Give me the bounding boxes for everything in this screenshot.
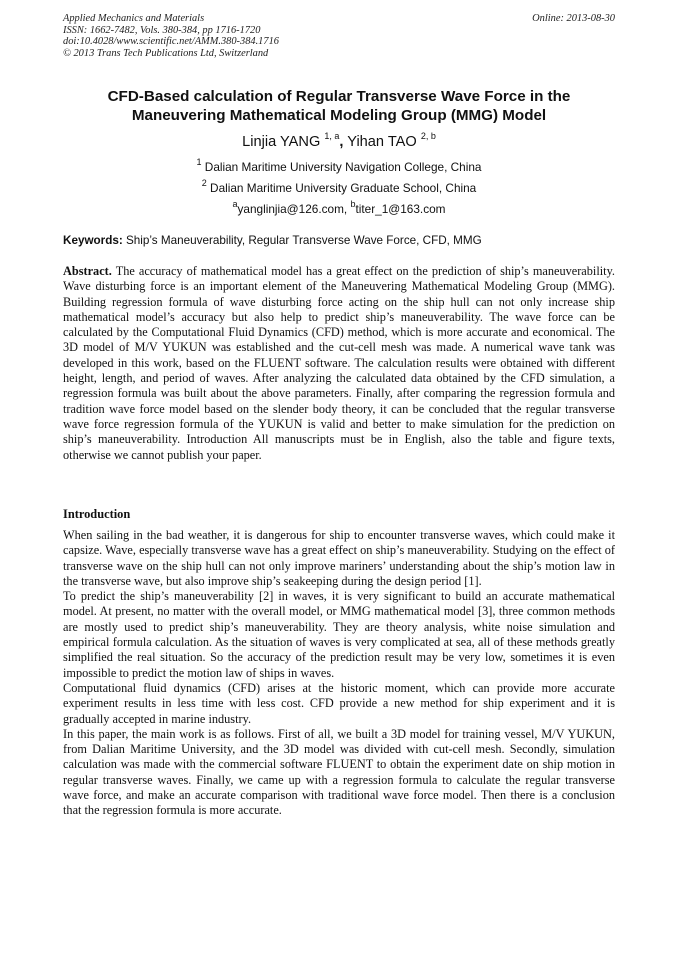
- affiliation-1: [40, 156, 638, 174]
- intro-paragraph: Computational fluid dynamics (CFD) arises at the historic moment, which can provide more accurate experiment results in less time with less cost. CFD provide a new method for ship experiment and it is gradually accepted in marine industry.: [63, 680, 615, 726]
- author-separator: ,: [339, 133, 344, 150]
- abstract-text: The accuracy of mathematical model has a great effect on the prediction of ship’s maneuverability. Wave disturbing force is an important element of the Maneuvering Mathematical Modeling Group (MMG). Building regression formula of wave disturbing force acting on the ship hull can not only increase ship mathematical model’s accuracy but also help to predict ship’s maneuverability. The wave force can be calculated by the Computational Fluid Dynamics (CFD) method, which is more accurate and economical. The 3D model of M/V YUKUN was established and the cut-cell mesh was made. A numerical wave tank was developed in this work, based on the FLUENT software. The calculation results were obtained with different height, length, and period of waves. After analyzing the calculated data obtained by the CFD simulation, a regression formula was built about the above parameters. Finally, after comparing the regression formula and tradition wave force model based on the slender body theory, it can be concluded that the regular transverse wave force regression formula of the YUKUN is valid and better to make simulation for the prediction on ship’s maneuverability. Introduction All manuscripts must be in English, also the table and figure texts, otherwise we cannot publish your paper.: [63, 264, 615, 462]
- author-1-affiliation: 1, a: [324, 131, 340, 141]
- online-date: Online: 2013-08-30: [532, 13, 615, 24]
- copyright-line: © 2013 Trans Tech Publications Ltd, Switzerland: [63, 47, 269, 59]
- affiliation-1-number: 1: [196, 157, 202, 167]
- title-line-1: CFD-Based calculation of Regular Transverse Wave Force in the: [107, 88, 571, 105]
- email-line: [40, 198, 638, 216]
- abstract: [63, 264, 615, 463]
- intro-paragraph: In this paper, the main work is as follows. First of all, we built a 3D model for training vessel, M/V YUKUN, from Dalian Maritime University, and the 3D model was divided with cut-cell mesh. Secondly, simulation calculation was made with the commercial software FLUENT to obtain the experiment date on ship motion in regular transverse waves. Finally, we came up with a regression formula to calculate the regular transverse wave force, and make an accurate comparison with traditional wave force model. Then there is a conclusion that the regression formula is more accurate.: [63, 726, 615, 818]
- abstract-label: Abstract.: [63, 264, 112, 278]
- intro-paragraph: To predict the ship’s maneuverability [2] in waves, it is very significant to build an accurate mathematical model. At present, no matter with the overall model, or MMG mathematical model [3], three common methods are mostly used to predict ship’s maneuverability. They are theory analysis, white noise simulation and empirical formula calculation. As the situation of waves is very complicated at sea, all of these methods greatly simplified the real situation. So the accuracy of the prediction result may be very low, sometimes it is even impossible to predict the motion law of ships in waves.: [63, 589, 615, 680]
- introduction-body: [63, 528, 615, 819]
- doi-line: doi:10.4028/www.scientific.net/AMM.380-384.1716: [63, 36, 279, 48]
- author-2: Yihan TAO: [347, 133, 417, 150]
- email-b-marker: b: [350, 199, 356, 209]
- affiliation-2: [40, 177, 638, 195]
- keywords: [63, 234, 615, 248]
- author-1: Linjia YANG: [242, 133, 321, 150]
- issn-line: ISSN: 1662-7482, Vols. 380-384, pp 1716-1720: [63, 24, 261, 36]
- journal-name: Applied Mechanics and Materials: [63, 13, 205, 24]
- keywords-label: Keywords:: [63, 234, 123, 247]
- email-a: yanglinjia@126.com,: [237, 201, 348, 216]
- affiliation-2-number: 2: [201, 178, 207, 188]
- keywords-text: Ship’s Maneuverability, Regular Transverse Wave Force, CFD, MMG: [126, 234, 482, 247]
- paper-title: [40, 88, 638, 125]
- intro-paragraph: When sailing in the bad weather, it is dangerous for ship to encounter transverse waves, which could make it capsize. Wave, especially transverse wave has a great effect on ship’s maneuverability. Studying on the effect of transverse wave on the ship hull can not only improve mariners’ understanding about the ship’s motion law in the transverse wave, but also improve ship’s seakeeping during the design period [1].: [63, 528, 615, 588]
- title-line-2: Maneuvering Mathematical Modeling Group (MMG) Model: [131, 106, 547, 124]
- affiliation-1-text: Dalian Maritime University Navigation College, China: [204, 159, 482, 174]
- author-2-affiliation: 2, b: [420, 131, 436, 141]
- affiliation-2-text: Dalian Maritime University Graduate School, China: [210, 180, 477, 195]
- email-b: titer_1@163.com: [355, 201, 446, 216]
- journal-header: [63, 13, 279, 59]
- email-a-marker: a: [232, 199, 238, 209]
- author-line: [40, 128, 638, 151]
- introduction-heading: Introduction: [63, 507, 131, 521]
